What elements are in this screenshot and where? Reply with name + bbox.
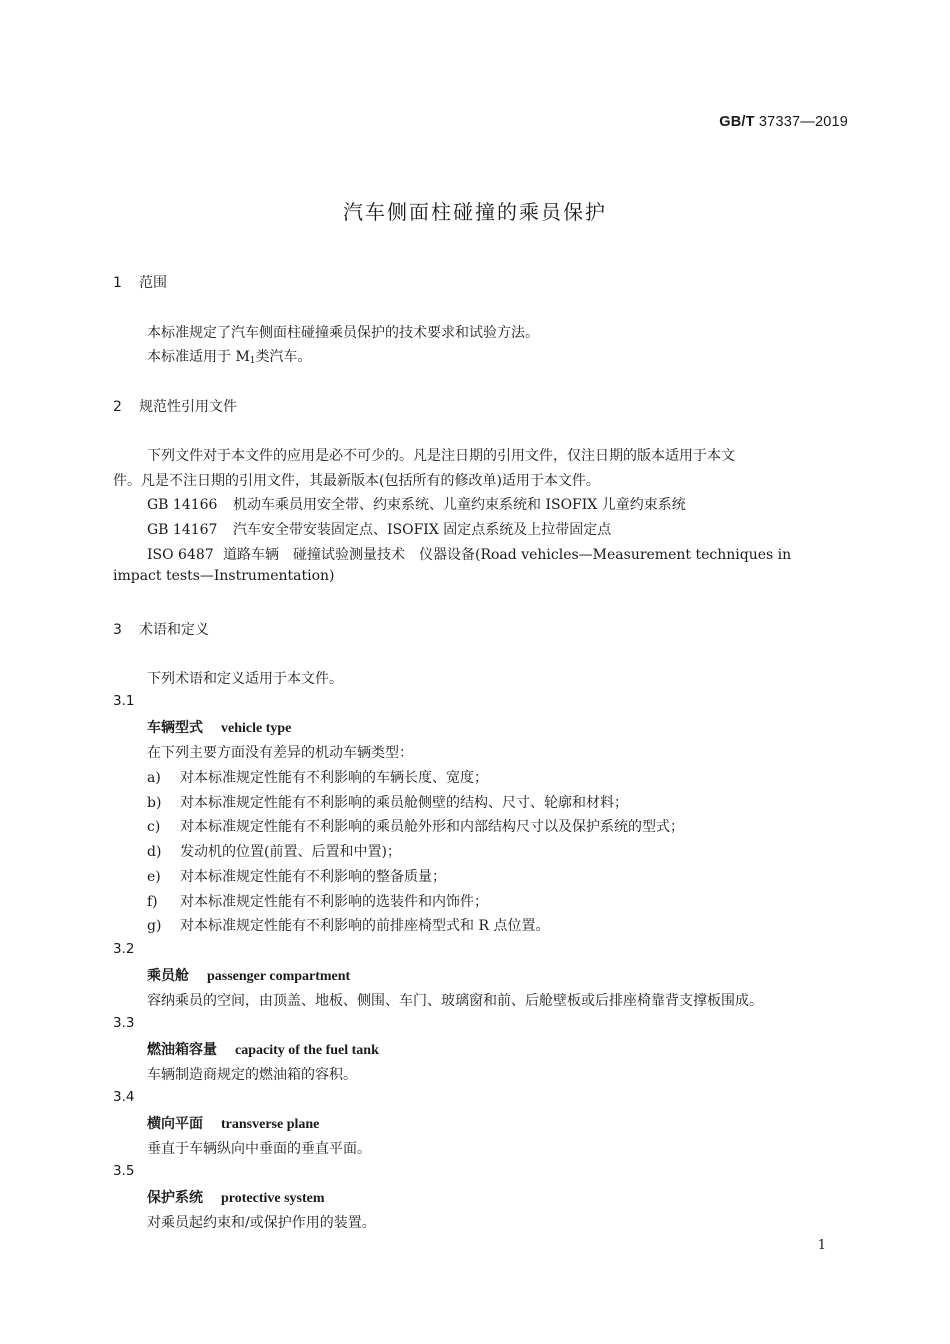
term-en: protective system (221, 1191, 325, 1206)
reference-item (147, 494, 686, 514)
section-heading-scope (113, 272, 167, 292)
term-number: 3.1 (113, 693, 135, 709)
term-heading (147, 965, 350, 985)
terms-intro: 下列术语和定义适用于本文件。 (147, 671, 343, 687)
references-intro-line-1: 下列文件对于本文件的应用是必不可少的。凡是注日期的引用文件，仅注日期的版本适用于本文 (147, 448, 735, 464)
term-en: capacity of the fuel tank (235, 1043, 379, 1058)
reference-code: GB 14166 (147, 497, 218, 513)
references-intro-line-2: 件。凡是不注日期的引用文件，其最新版本(包括所有的修改单)适用于本文件。 (113, 473, 600, 489)
term-heading (147, 1113, 319, 1133)
section-heading-terms (113, 619, 209, 639)
scope-paragraph-1: 本标准规定了汽车侧面柱碰撞乘员保护的技术要求和试验方法。 (147, 325, 539, 341)
term-definition: 容纳乘员的空间，由顶盖、地板、侧围、车门、玻璃窗和前、后舱壁板或后排座椅靠背支撑板围成。 (147, 993, 763, 1009)
term-number: 3.5 (113, 1163, 135, 1179)
section-number: 1 (113, 275, 122, 291)
standard-prefix: GB/T (719, 114, 755, 130)
term-en: vehicle type (221, 721, 292, 736)
reference-title: 汽车安全带安装固定点、ISOFIX 固定点系统及上拉带固定点 (233, 522, 612, 538)
term-zh: 横向平面 (147, 1116, 203, 1132)
list-item: e) 对本标准规定性能有不利影响的整备质量； (147, 869, 446, 885)
list-item: d) 发动机的位置(前置、后置和中置)； (147, 844, 401, 860)
document-title: 汽车侧面柱碰撞的乘员保护 (343, 200, 607, 224)
term-heading (147, 1039, 379, 1059)
section-number: 3 (113, 622, 122, 638)
term-definition: 对乘员起约束和/或保护作用的装置。 (147, 1215, 376, 1231)
term-number: 3.2 (113, 941, 135, 957)
list-item: a) 对本标准规定性能有不利影响的车辆长度、宽度； (147, 770, 488, 786)
list-item: b) 对本标准规定性能有不利影响的乘员舱侧壁的结构、尺寸、轮廓和材料； (147, 795, 628, 811)
list-item: g) 对本标准规定性能有不利影响的前排座椅型式和 R 点位置。 (147, 918, 550, 934)
list-item: c) 对本标准规定性能有不利影响的乘员舱外形和内部结构尺寸以及保护系统的型式； (147, 819, 684, 835)
reference-item (147, 519, 611, 539)
term-zh: 燃油箱容量 (147, 1042, 217, 1058)
reference-code: ISO 6487 (147, 547, 214, 563)
term-en: transverse plane (221, 1117, 320, 1132)
reference-title-continuation: impact tests—Instrumentation) (113, 568, 335, 584)
reference-title: 道路车辆 碰撞试验测量技术 仪器设备(Road vehicles—Measurement techniques in (223, 547, 792, 563)
section-title: 规范性引用文件 (139, 399, 237, 415)
term-definition: 垂直于车辆纵向中垂面的垂直平面。 (147, 1141, 371, 1157)
term-zh: 保护系统 (147, 1190, 203, 1206)
term-heading (147, 717, 291, 737)
section-title: 范围 (139, 275, 167, 291)
section-number: 2 (113, 399, 122, 415)
term-heading (147, 1187, 325, 1207)
term-en: passenger compartment (207, 969, 351, 984)
reference-item (147, 544, 791, 564)
scope-paragraph-2: 本标准适用于 $M_1$类汽车。 (147, 349, 312, 366)
subscript: 1 (249, 356, 256, 366)
section-title: 术语和定义 (139, 622, 209, 638)
reference-code: GB 14167 (147, 522, 218, 538)
term-number: 3.3 (113, 1015, 135, 1031)
term-zh: 车辆型式 (147, 720, 203, 736)
standard-number: 37337—2019 (758, 114, 848, 130)
term-definition: 车辆制造商规定的燃油箱的容积。 (147, 1067, 357, 1083)
reference-title: 机动车乘员用安全带、约束系统、儿童约束系统和 ISOFIX 儿童约束系统 (233, 497, 686, 513)
standard-code (719, 114, 848, 130)
term-definition: 在下列主要方面没有差异的机动车辆类型： (147, 745, 413, 761)
term-zh: 乘员舱 (147, 968, 189, 984)
list-item: f) 对本标准规定性能有不利影响的选装件和内饰件； (147, 894, 488, 910)
section-heading-normative-references (113, 396, 237, 416)
page-number: 1 (817, 1238, 826, 1253)
term-number: 3.4 (113, 1089, 135, 1105)
